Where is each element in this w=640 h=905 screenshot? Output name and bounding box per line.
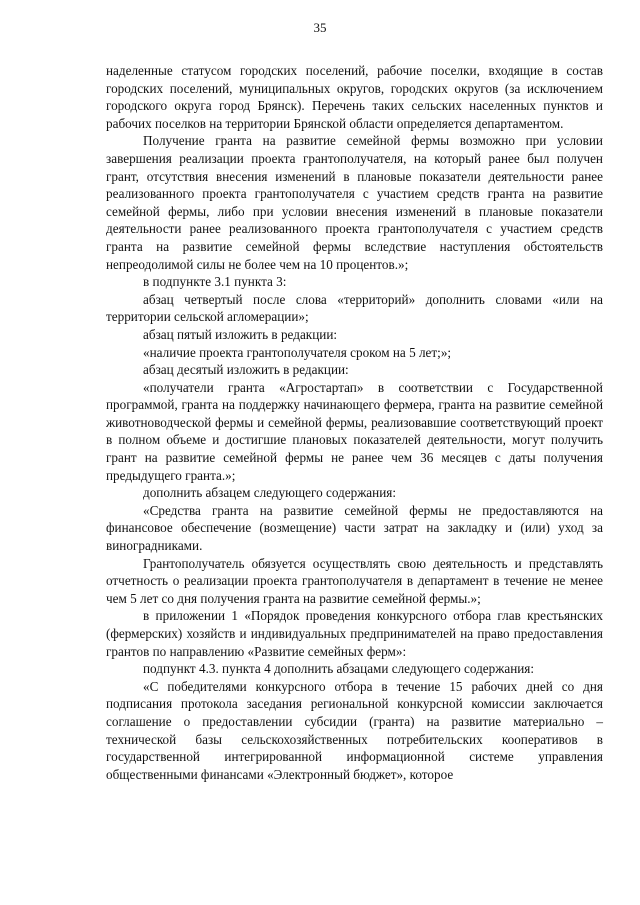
paragraph: наделенные статусом городских поселений, рабочие поселки, входящие в состав городских поселений, муниципальных округов, городских округов (за исключением городского округа город Брянск). Перечень таких сельских населенных пунктов и рабочих поселков на территории Брянской области определяется департаментом. bbox=[106, 63, 603, 131]
paragraph: абзац пятый изложить в редакции: bbox=[143, 326, 338, 342]
paragraph: Получение гранта на развитие семейной фермы возможно при условии завершения реализации проекта грантополучателя, на который ранее был получен грант, отсутствия внесения изменений в плановые показатели деятельности ранее реализованного проекта грантополучателя с участием средств гранта на развитие семейной фермы, либо при условии внесения изменений в плановые показатели деятельности ранее реализованного проекта грантополучателя с участием средств гранта на развитие семейной фермы вследствие наступления обстоятельств непреодолимой силы не более чем на 10 процентов.»; bbox=[106, 133, 603, 272]
paragraph: в подпункте 3.1 пункта 3: bbox=[143, 274, 287, 290]
paragraph: «получатели гранта «Агростартап» в соответствии с Государственной программой, гранта на поддержку начинающего фермера, гранта на развитие семейной животноводческой фермы и семейной фермы, реализовавшие соответствующий проект в полном объеме и достигшие плановых показателей деятельности, могут получить грант на развитие семейной фермы не ранее чем 36 месяцев с даты получения предыдущего гранта.»; bbox=[106, 379, 603, 483]
paragraph: дополнить абзацем следующего содержания: bbox=[143, 485, 397, 501]
paragraph: Грантополучатель обязуется осуществлять свою деятельность и представлять отчетность о реализации проекта грантополучателя в департамент в течение не менее чем 5 лет со дня получения гранта на развитие семейной фермы.»; bbox=[106, 555, 603, 606]
paragraph: «наличие проекта грантополучателя сроком на 5 лет;»; bbox=[143, 344, 452, 360]
page-number: 35 bbox=[313, 20, 327, 35]
paragraph: «С победителями конкурсного отбора в течение 15 рабочих дней со дня подписания протокола заседания региональной конкурсной комиссии заключается соглашение о предоставлении субсидии (гранта) на развитие материально – технической базы сельскохозяйственных потребительских кооперативов в государственной интегрированной информационной системе управления общественными финансами «Электронный бюджет», которое bbox=[106, 678, 603, 782]
paragraph: абзац десятый изложить в редакции: bbox=[143, 362, 349, 378]
document-body bbox=[106, 62, 603, 783]
paragraph: абзац четвертый после слова «территорий» дополнить словами «или на территории сельской агломерации»; bbox=[106, 291, 603, 325]
paragraph: в приложении 1 «Порядок проведения конкурсного отбора глав крестьянских (фермерских) хозяйств и индивидуальных предпринимателей на право предоставления грантов по направлению «Развитие семейных ферм»: bbox=[106, 608, 603, 659]
paragraph: «Средства гранта на развитие семейной фермы не предоставляются на финансовое обеспечение (возмещение) части затрат на закладку и (или) уход за виноградниками. bbox=[106, 502, 603, 554]
paragraph: подпункт 4.3. пункта 4 дополнить абзацами следующего содержания: bbox=[143, 661, 535, 677]
